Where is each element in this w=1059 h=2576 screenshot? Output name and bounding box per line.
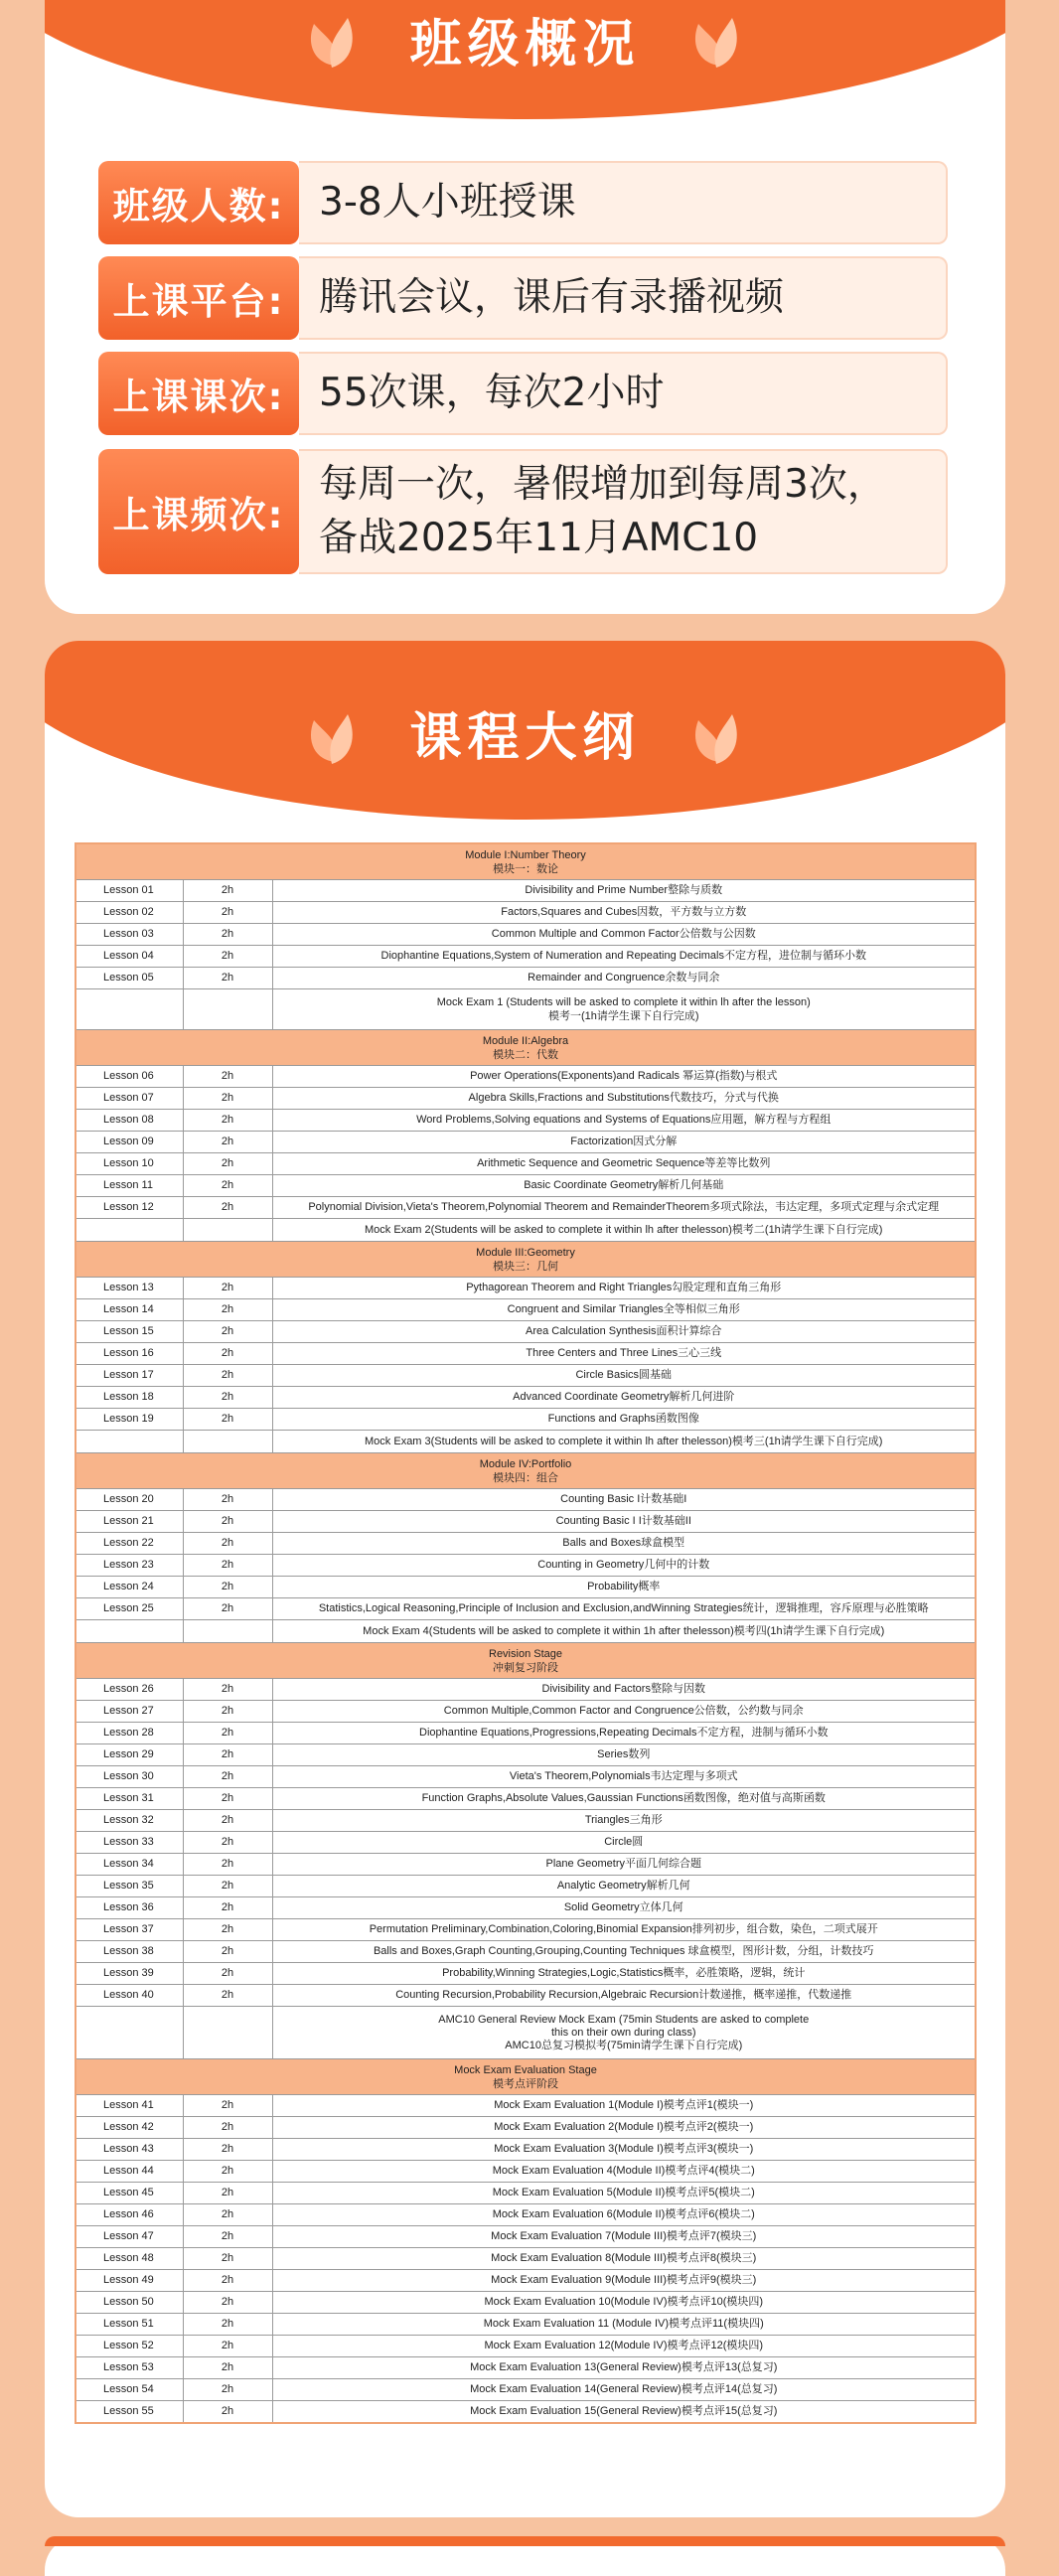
mock-exam-text: Mock Exam 1 (Students will be asked to complete it within lh after the lesson)	[436, 996, 811, 1008]
info-label: 上课频次:	[98, 449, 299, 574]
lesson-row	[76, 1110, 976, 1132]
empty-cell	[76, 1219, 183, 1242]
lesson-row	[76, 946, 976, 968]
mock-exam-cell	[272, 989, 976, 1030]
lesson-hours: 2h	[183, 1387, 272, 1409]
lesson-row	[76, 1489, 976, 1511]
syllabus-body	[76, 843, 976, 2423]
lesson-row	[76, 1941, 976, 1963]
module-subtitle: 模块一：数论	[493, 862, 558, 875]
lesson-topic: Factorization因式分解	[272, 1132, 976, 1153]
lesson-number: Lesson 52	[76, 2336, 183, 2357]
mock-exam-row	[76, 1219, 976, 1242]
lesson-number: Lesson 47	[76, 2226, 183, 2248]
lesson-number: Lesson 10	[76, 1153, 183, 1175]
lesson-row	[76, 1788, 976, 1810]
empty-cell	[183, 2007, 272, 2059]
module-title: Module II:Algebra	[482, 1034, 569, 1047]
mock-exam-text: this on their own during class)	[550, 2026, 696, 2039]
lesson-hours: 2h	[183, 1854, 272, 1876]
lesson-hours: 2h	[183, 2401, 272, 2424]
module-subtitle: 模考点评阶段	[493, 2077, 558, 2090]
syllabus-title: 课程大纲	[409, 708, 641, 768]
lesson-topic: Balls and Boxes球盒模型	[272, 1533, 976, 1555]
lesson-hours: 2h	[183, 1723, 272, 1744]
empty-cell	[183, 1620, 272, 1643]
lesson-row	[76, 1343, 976, 1365]
lesson-row	[76, 1963, 976, 1985]
module-title: Module IV:Portfolio	[479, 1457, 572, 1470]
lesson-row	[76, 1088, 976, 1110]
module-header	[76, 843, 976, 880]
lesson-topic: Plane Geometry平面几何综合题	[272, 1854, 976, 1876]
lesson-number: Lesson 19	[76, 1409, 183, 1431]
lesson-hours: 2h	[183, 1876, 272, 1897]
lesson-hours: 2h	[183, 1577, 272, 1598]
lesson-row	[76, 1533, 976, 1555]
lesson-topic: Mock Exam Evaluation 11 (Module IV)模考点评11(模块四)	[272, 2314, 976, 2336]
lesson-number: Lesson 43	[76, 2139, 183, 2161]
lesson-row	[76, 1197, 976, 1219]
info-value	[299, 449, 948, 574]
lesson-topic: Permutation Preliminary,Combination,Coloring,Binomial Expansion排列初步，组合数，染色，二项式展开	[272, 1919, 976, 1941]
lesson-topic: Word Problems,Solving equations and Systems of Equations应用题，解方程与方程组	[272, 1110, 976, 1132]
lesson-hours: 2h	[183, 1066, 272, 1088]
class-size-row	[98, 161, 948, 244]
lesson-row	[76, 1321, 976, 1343]
lesson-row	[76, 1854, 976, 1876]
lesson-row	[76, 1723, 976, 1744]
lesson-number: Lesson 50	[76, 2292, 183, 2314]
lesson-hours: 2h	[183, 924, 272, 946]
lesson-number: Lesson 41	[76, 2095, 183, 2117]
info-value: 3-8人小班授课	[299, 161, 948, 244]
lesson-number: Lesson 51	[76, 2314, 183, 2336]
lesson-topic: Area Calculation Synthesis面积计算综合	[272, 1321, 976, 1343]
lesson-topic: Algebra Skills,Fractions and Substitutions代数技巧，分式与代换	[272, 1088, 976, 1110]
lesson-topic: Circle Basics圆基础	[272, 1365, 976, 1387]
lesson-hours: 2h	[183, 1365, 272, 1387]
lesson-number: Lesson 12	[76, 1197, 183, 1219]
lesson-hours: 2h	[183, 1278, 272, 1299]
lesson-row	[76, 1066, 976, 1088]
lesson-number: Lesson 01	[76, 880, 183, 902]
lesson-number: Lesson 45	[76, 2183, 183, 2204]
lesson-number: Lesson 54	[76, 2379, 183, 2401]
lesson-number: Lesson 17	[76, 1365, 183, 1387]
lesson-number: Lesson 18	[76, 1387, 183, 1409]
lesson-topic: Mock Exam Evaluation 2(Module I)模考点评2(模块一)	[272, 2117, 976, 2139]
lesson-number: Lesson 32	[76, 1810, 183, 1832]
lesson-topic: Three Centers and Three Lines三心三线	[272, 1343, 976, 1365]
mock-exam-row	[76, 2007, 976, 2059]
lesson-topic: Solid Geometry立体几何	[272, 1897, 976, 1919]
lesson-topic: Remainder and Congruence余数与同余	[272, 968, 976, 989]
lesson-hours: 2h	[183, 2095, 272, 2117]
mock-exam-row	[76, 1620, 976, 1643]
lesson-row	[76, 2139, 976, 2161]
lesson-row	[76, 1278, 976, 1299]
lesson-number: Lesson 20	[76, 1489, 183, 1511]
lesson-number: Lesson 16	[76, 1343, 183, 1365]
lesson-topic: Factors,Squares and Cubes因数，平方数与立方数	[272, 902, 976, 924]
lesson-number: Lesson 42	[76, 2117, 183, 2139]
lesson-hours: 2h	[183, 1744, 272, 1766]
empty-cell	[76, 1431, 183, 1453]
lesson-number: Lesson 14	[76, 1299, 183, 1321]
lesson-row	[76, 1555, 976, 1577]
info-value-line: 备战2025年11月AMC10	[319, 516, 759, 560]
lesson-topic: Vieta's Theorem,Polynomials韦达定理与多项式	[272, 1766, 976, 1788]
info-value: 55次课，每次2小时	[299, 352, 948, 435]
lesson-topic: Function Graphs,Absolute Values,Gaussian Functions函数图像，绝对值与高斯函数	[272, 1788, 976, 1810]
lesson-hours: 2h	[183, 1701, 272, 1723]
lesson-row	[76, 1679, 976, 1701]
lesson-topic: Mock Exam Evaluation 6(Module II)模考点评6(模块二)	[272, 2204, 976, 2226]
lesson-hours: 2h	[183, 2379, 272, 2401]
module-header	[76, 1453, 976, 1489]
lesson-number: Lesson 26	[76, 1679, 183, 1701]
lesson-topic: Balls and Boxes,Graph Counting,Grouping,Counting Techniques 球盒模型，图形计数，分组，计数技巧	[272, 1941, 976, 1963]
lesson-number: Lesson 07	[76, 1088, 183, 1110]
lesson-row	[76, 2095, 976, 2117]
lesson-number: Lesson 31	[76, 1788, 183, 1810]
module-title: Mock Exam Evaluation Stage	[454, 2063, 597, 2076]
lesson-number: Lesson 29	[76, 1744, 183, 1766]
lesson-hours: 2h	[183, 1679, 272, 1701]
lesson-row	[76, 1175, 976, 1197]
lesson-number: Lesson 49	[76, 2270, 183, 2292]
lesson-row	[76, 1577, 976, 1598]
frequency-row	[98, 449, 948, 574]
lesson-topic: Advanced Coordinate Geometry解析几何进阶	[272, 1387, 976, 1409]
lesson-row	[76, 880, 976, 902]
lesson-hours: 2h	[183, 1832, 272, 1854]
lesson-hours: 2h	[183, 1343, 272, 1365]
lesson-number: Lesson 30	[76, 1766, 183, 1788]
leaf-icon	[681, 700, 754, 774]
lesson-row	[76, 1744, 976, 1766]
lesson-row	[76, 2292, 976, 2314]
lesson-topic: Functions and Graphs函数图像	[272, 1409, 976, 1431]
lesson-row	[76, 2270, 976, 2292]
lesson-number: Lesson 22	[76, 1533, 183, 1555]
lesson-hours: 2h	[183, 968, 272, 989]
overview-title: 班级概况	[409, 15, 641, 75]
lesson-number: Lesson 36	[76, 1897, 183, 1919]
lesson-topic: Counting in Geometry几何中的计数	[272, 1555, 976, 1577]
lesson-hours: 2h	[183, 2117, 272, 2139]
lesson-row	[76, 2161, 976, 2183]
lesson-row	[76, 2183, 976, 2204]
lesson-row	[76, 1876, 976, 1897]
lesson-hours: 2h	[183, 1489, 272, 1511]
next-section-banner	[45, 2536, 1005, 2546]
lesson-topic: Series数列	[272, 1744, 976, 1766]
module-subtitle: 模块三：几何	[493, 1260, 558, 1273]
lesson-hours: 2h	[183, 1810, 272, 1832]
lesson-topic: Power Operations(Exponents)and Radicals 幂运算(指数)与根式	[272, 1066, 976, 1088]
lesson-row	[76, 1409, 976, 1431]
lesson-hours: 2h	[183, 2336, 272, 2357]
lesson-hours: 2h	[183, 2292, 272, 2314]
lesson-topic: Basic Coordinate Geometry解析几何基础	[272, 1175, 976, 1197]
module-subtitle: 模块二：代数	[493, 1048, 558, 1061]
lesson-number: Lesson 33	[76, 1832, 183, 1854]
empty-cell	[76, 2007, 183, 2059]
lesson-hours: 2h	[183, 1919, 272, 1941]
syllabus-table	[75, 842, 977, 2424]
lesson-row	[76, 2226, 976, 2248]
lesson-number: Lesson 03	[76, 924, 183, 946]
lesson-number: Lesson 13	[76, 1278, 183, 1299]
lesson-hours: 2h	[183, 1153, 272, 1175]
lesson-topic: Counting Recursion,Probability Recursion,Algebraic Recursion计数递推，概率递推，代数递推	[272, 1985, 976, 2007]
lesson-hours: 2h	[183, 1511, 272, 1533]
lesson-row	[76, 1832, 976, 1854]
info-label: 班级人数:	[98, 161, 299, 244]
lesson-topic: Circle圆	[272, 1832, 976, 1854]
lesson-topic: Mock Exam Evaluation 4(Module II)模考点评4(模块二)	[272, 2161, 976, 2183]
mock-exam-text: AMC10 General Review Mock Exam (75min Students are asked to complete	[438, 2013, 810, 2026]
lesson-topic: Mock Exam Evaluation 12(Module IV)模考点评12(模块四)	[272, 2336, 976, 2357]
lesson-row	[76, 1387, 976, 1409]
lesson-hours: 2h	[183, 1555, 272, 1577]
lesson-number: Lesson 04	[76, 946, 183, 968]
lesson-topic: Counting Basic I计数基础I	[272, 1489, 976, 1511]
lesson-hours: 2h	[183, 1321, 272, 1343]
module-header-row	[76, 1453, 976, 1489]
module-header-row	[76, 1643, 976, 1679]
lesson-topic: Mock Exam Evaluation 3(Module I)模考点评3(模块一)	[272, 2139, 976, 2161]
lesson-row	[76, 1299, 976, 1321]
module-subtitle: 模块四：组合	[493, 1471, 558, 1484]
lesson-row	[76, 1598, 976, 1620]
lesson-topic: Diophantine Equations,Progressions,Repeating Decimals不定方程，进制与循环小数	[272, 1723, 976, 1744]
lesson-number: Lesson 08	[76, 1110, 183, 1132]
lesson-number: Lesson 21	[76, 1511, 183, 1533]
lesson-hours: 2h	[183, 2204, 272, 2226]
lesson-row	[76, 1897, 976, 1919]
lesson-row	[76, 2379, 976, 2401]
lesson-hours: 2h	[183, 2161, 272, 2183]
lesson-hours: 2h	[183, 2139, 272, 2161]
empty-cell	[76, 989, 183, 1030]
lesson-number: Lesson 24	[76, 1577, 183, 1598]
lesson-hours: 2h	[183, 1088, 272, 1110]
lesson-hours: 2h	[183, 1598, 272, 1620]
module-header-row	[76, 1242, 976, 1278]
lesson-hours: 2h	[183, 1941, 272, 1963]
lesson-hours: 2h	[183, 946, 272, 968]
lesson-number: Lesson 02	[76, 902, 183, 924]
lesson-row	[76, 2336, 976, 2357]
lesson-row	[76, 1810, 976, 1832]
lesson-topic: Mock Exam Evaluation 14(General Review)模考点评14(总复习)	[272, 2379, 976, 2401]
mock-exam-cell: Mock Exam 2(Students will be asked to complete it within lh after thelesson)模考二(1h请学生课下自行完成)	[272, 1219, 976, 1242]
lesson-hours: 2h	[183, 2357, 272, 2379]
lesson-hours: 2h	[183, 1788, 272, 1810]
lesson-row	[76, 1985, 976, 2007]
lesson-hours: 2h	[183, 1197, 272, 1219]
lesson-hours: 2h	[183, 1985, 272, 2007]
lesson-number: Lesson 38	[76, 1941, 183, 1963]
lesson-row	[76, 902, 976, 924]
lesson-row	[76, 1766, 976, 1788]
lesson-topic: Mock Exam Evaluation 1(Module I)模考点评1(模块一)	[272, 2095, 976, 2117]
empty-cell	[183, 989, 272, 1030]
lesson-hours: 2h	[183, 902, 272, 924]
lesson-number: Lesson 35	[76, 1876, 183, 1897]
lesson-topic: Mock Exam Evaluation 5(Module II)模考点评5(模块二)	[272, 2183, 976, 2204]
mock-exam-row	[76, 1431, 976, 1453]
lesson-topic: Mock Exam Evaluation 7(Module III)模考点评7(模块三)	[272, 2226, 976, 2248]
lesson-row	[76, 1153, 976, 1175]
lesson-number: Lesson 28	[76, 1723, 183, 1744]
lesson-number: Lesson 05	[76, 968, 183, 989]
lesson-hours: 2h	[183, 1132, 272, 1153]
lesson-topic: Analytic Geometry解析几何	[272, 1876, 976, 1897]
lesson-row	[76, 1919, 976, 1941]
lesson-hours: 2h	[183, 2183, 272, 2204]
lesson-topic: Statistics,Logical Reasoning,Principle of Inclusion and Exclusion,andWinning Strategies统计，逻辑推理，容斥原理与必胜策略	[272, 1598, 976, 1620]
lesson-row	[76, 2401, 976, 2424]
lesson-number: Lesson 15	[76, 1321, 183, 1343]
lesson-topic: Counting Basic I I计数基础II	[272, 1511, 976, 1533]
mock-exam-text: AMC10总复习模拟考(75min请学生课下自行完成)	[505, 2039, 743, 2051]
lesson-hours: 2h	[183, 2270, 272, 2292]
lesson-number: Lesson 09	[76, 1132, 183, 1153]
lesson-row	[76, 2314, 976, 2336]
lesson-topic: Probability,Winning Strategies,Logic,Statistics概率，必胜策略，逻辑，统计	[272, 1963, 976, 1985]
lesson-hours: 2h	[183, 1299, 272, 1321]
lesson-topic: Congruent and Similar Triangles全等相似三角形	[272, 1299, 976, 1321]
lesson-number: Lesson 11	[76, 1175, 183, 1197]
empty-cell	[76, 1620, 183, 1643]
module-title: Revision Stage	[489, 1647, 562, 1660]
lesson-topic: Divisibility and Prime Number整除与质数	[272, 880, 976, 902]
mock-exam-cell: Mock Exam 3(Students will be asked to complete it within lh after thelesson)模考三(1h请学生课下自行完成)	[272, 1431, 976, 1453]
module-header	[76, 1242, 976, 1278]
module-header	[76, 2059, 976, 2095]
lesson-row	[76, 2117, 976, 2139]
lesson-topic: Pythagorean Theorem and Right Triangles勾股定理和直角三角形	[272, 1278, 976, 1299]
lesson-hours: 2h	[183, 1963, 272, 1985]
lesson-number: Lesson 40	[76, 1985, 183, 2007]
sessions-row	[98, 352, 948, 435]
lesson-number: Lesson 27	[76, 1701, 183, 1723]
lesson-topic: Probability概率	[272, 1577, 976, 1598]
lesson-row	[76, 1365, 976, 1387]
lesson-row	[76, 1511, 976, 1533]
empty-cell	[183, 1431, 272, 1453]
lesson-topic: Diophantine Equations,System of Numeration and Repeating Decimals不定方程，进位制与循环小数	[272, 946, 976, 968]
info-label: 上课课次:	[98, 352, 299, 435]
lesson-number: Lesson 48	[76, 2248, 183, 2270]
lesson-number: Lesson 25	[76, 1598, 183, 1620]
empty-cell	[183, 1219, 272, 1242]
class-overview-card	[45, 0, 1005, 614]
module-title: Module III:Geometry	[476, 1246, 575, 1259]
platform-row	[98, 256, 948, 340]
lesson-row	[76, 968, 976, 989]
lesson-number: Lesson 53	[76, 2357, 183, 2379]
module-header	[76, 1643, 976, 1679]
lesson-topic: Mock Exam Evaluation 10(Module IV)模考点评10(模块四)	[272, 2292, 976, 2314]
lesson-topic: Polynomial Division,Vieta's Theorem,Polynomial Theorem and RemainderTheorem多项式除法，韦达定理，多项式定理与余式定理	[272, 1197, 976, 1219]
lesson-hours: 2h	[183, 2248, 272, 2270]
lesson-number: Lesson 23	[76, 1555, 183, 1577]
syllabus-card	[45, 641, 1005, 2517]
lesson-topic: Mock Exam Evaluation 9(Module III)模考点评9(模块三)	[272, 2270, 976, 2292]
module-subtitle: 冲刺复习阶段	[493, 1661, 558, 1674]
lesson-number: Lesson 55	[76, 2401, 183, 2424]
mock-exam-cell	[272, 2007, 976, 2059]
lesson-row	[76, 1132, 976, 1153]
info-value: 腾讯会议，课后有录播视频	[299, 256, 948, 340]
lesson-number: Lesson 37	[76, 1919, 183, 1941]
leaf-icon	[681, 4, 754, 77]
lesson-hours: 2h	[183, 1409, 272, 1431]
module-title: Module I:Number Theory	[465, 848, 586, 861]
module-header	[76, 1030, 976, 1066]
lesson-hours: 2h	[183, 1175, 272, 1197]
lesson-row	[76, 2204, 976, 2226]
module-header-row	[76, 2059, 976, 2095]
lesson-topic: Common Multiple and Common Factor公倍数与公因数	[272, 924, 976, 946]
mock-exam-cell: Mock Exam 4(Students will be asked to complete it within 1h after thelesson)模考四(1h请学生课下自行完成)	[272, 1620, 976, 1643]
lesson-number: Lesson 06	[76, 1066, 183, 1088]
lesson-hours: 2h	[183, 1897, 272, 1919]
lesson-row	[76, 2357, 976, 2379]
lesson-topic: Triangles三角形	[272, 1810, 976, 1832]
lesson-topic: Arithmetic Sequence and Geometric Sequence等差等比数列	[272, 1153, 976, 1175]
lesson-topic: Divisibility and Factors整除与因数	[272, 1679, 976, 1701]
lesson-hours: 2h	[183, 1766, 272, 1788]
module-header-row	[76, 843, 976, 880]
lesson-topic: Mock Exam Evaluation 13(General Review)模考点评13(总复习)	[272, 2357, 976, 2379]
lesson-row	[76, 1701, 976, 1723]
lesson-hours: 2h	[183, 880, 272, 902]
lesson-topic: Common Multiple,Common Factor and Congruence公倍数，公约数与同余	[272, 1701, 976, 1723]
lesson-topic: Mock Exam Evaluation 15(General Review)模考点评15(总复习)	[272, 2401, 976, 2424]
lesson-number: Lesson 46	[76, 2204, 183, 2226]
lesson-hours: 2h	[183, 1533, 272, 1555]
lesson-number: Lesson 34	[76, 1854, 183, 1876]
lesson-number: Lesson 39	[76, 1963, 183, 1985]
mock-exam-text: 模考一(1h请学生课下自行完成)	[547, 1010, 699, 1022]
lesson-row	[76, 924, 976, 946]
lesson-hours: 2h	[183, 2226, 272, 2248]
lesson-topic: Mock Exam Evaluation 8(Module III)模考点评8(模块三)	[272, 2248, 976, 2270]
info-label: 上课平台:	[98, 256, 299, 340]
lesson-hours: 2h	[183, 2314, 272, 2336]
info-value-line: 每周一次，暑假增加到每周3次，	[319, 462, 886, 507]
module-header-row	[76, 1030, 976, 1066]
lesson-number: Lesson 44	[76, 2161, 183, 2183]
lesson-row	[76, 2248, 976, 2270]
mock-exam-row	[76, 989, 976, 1030]
lesson-hours: 2h	[183, 1110, 272, 1132]
